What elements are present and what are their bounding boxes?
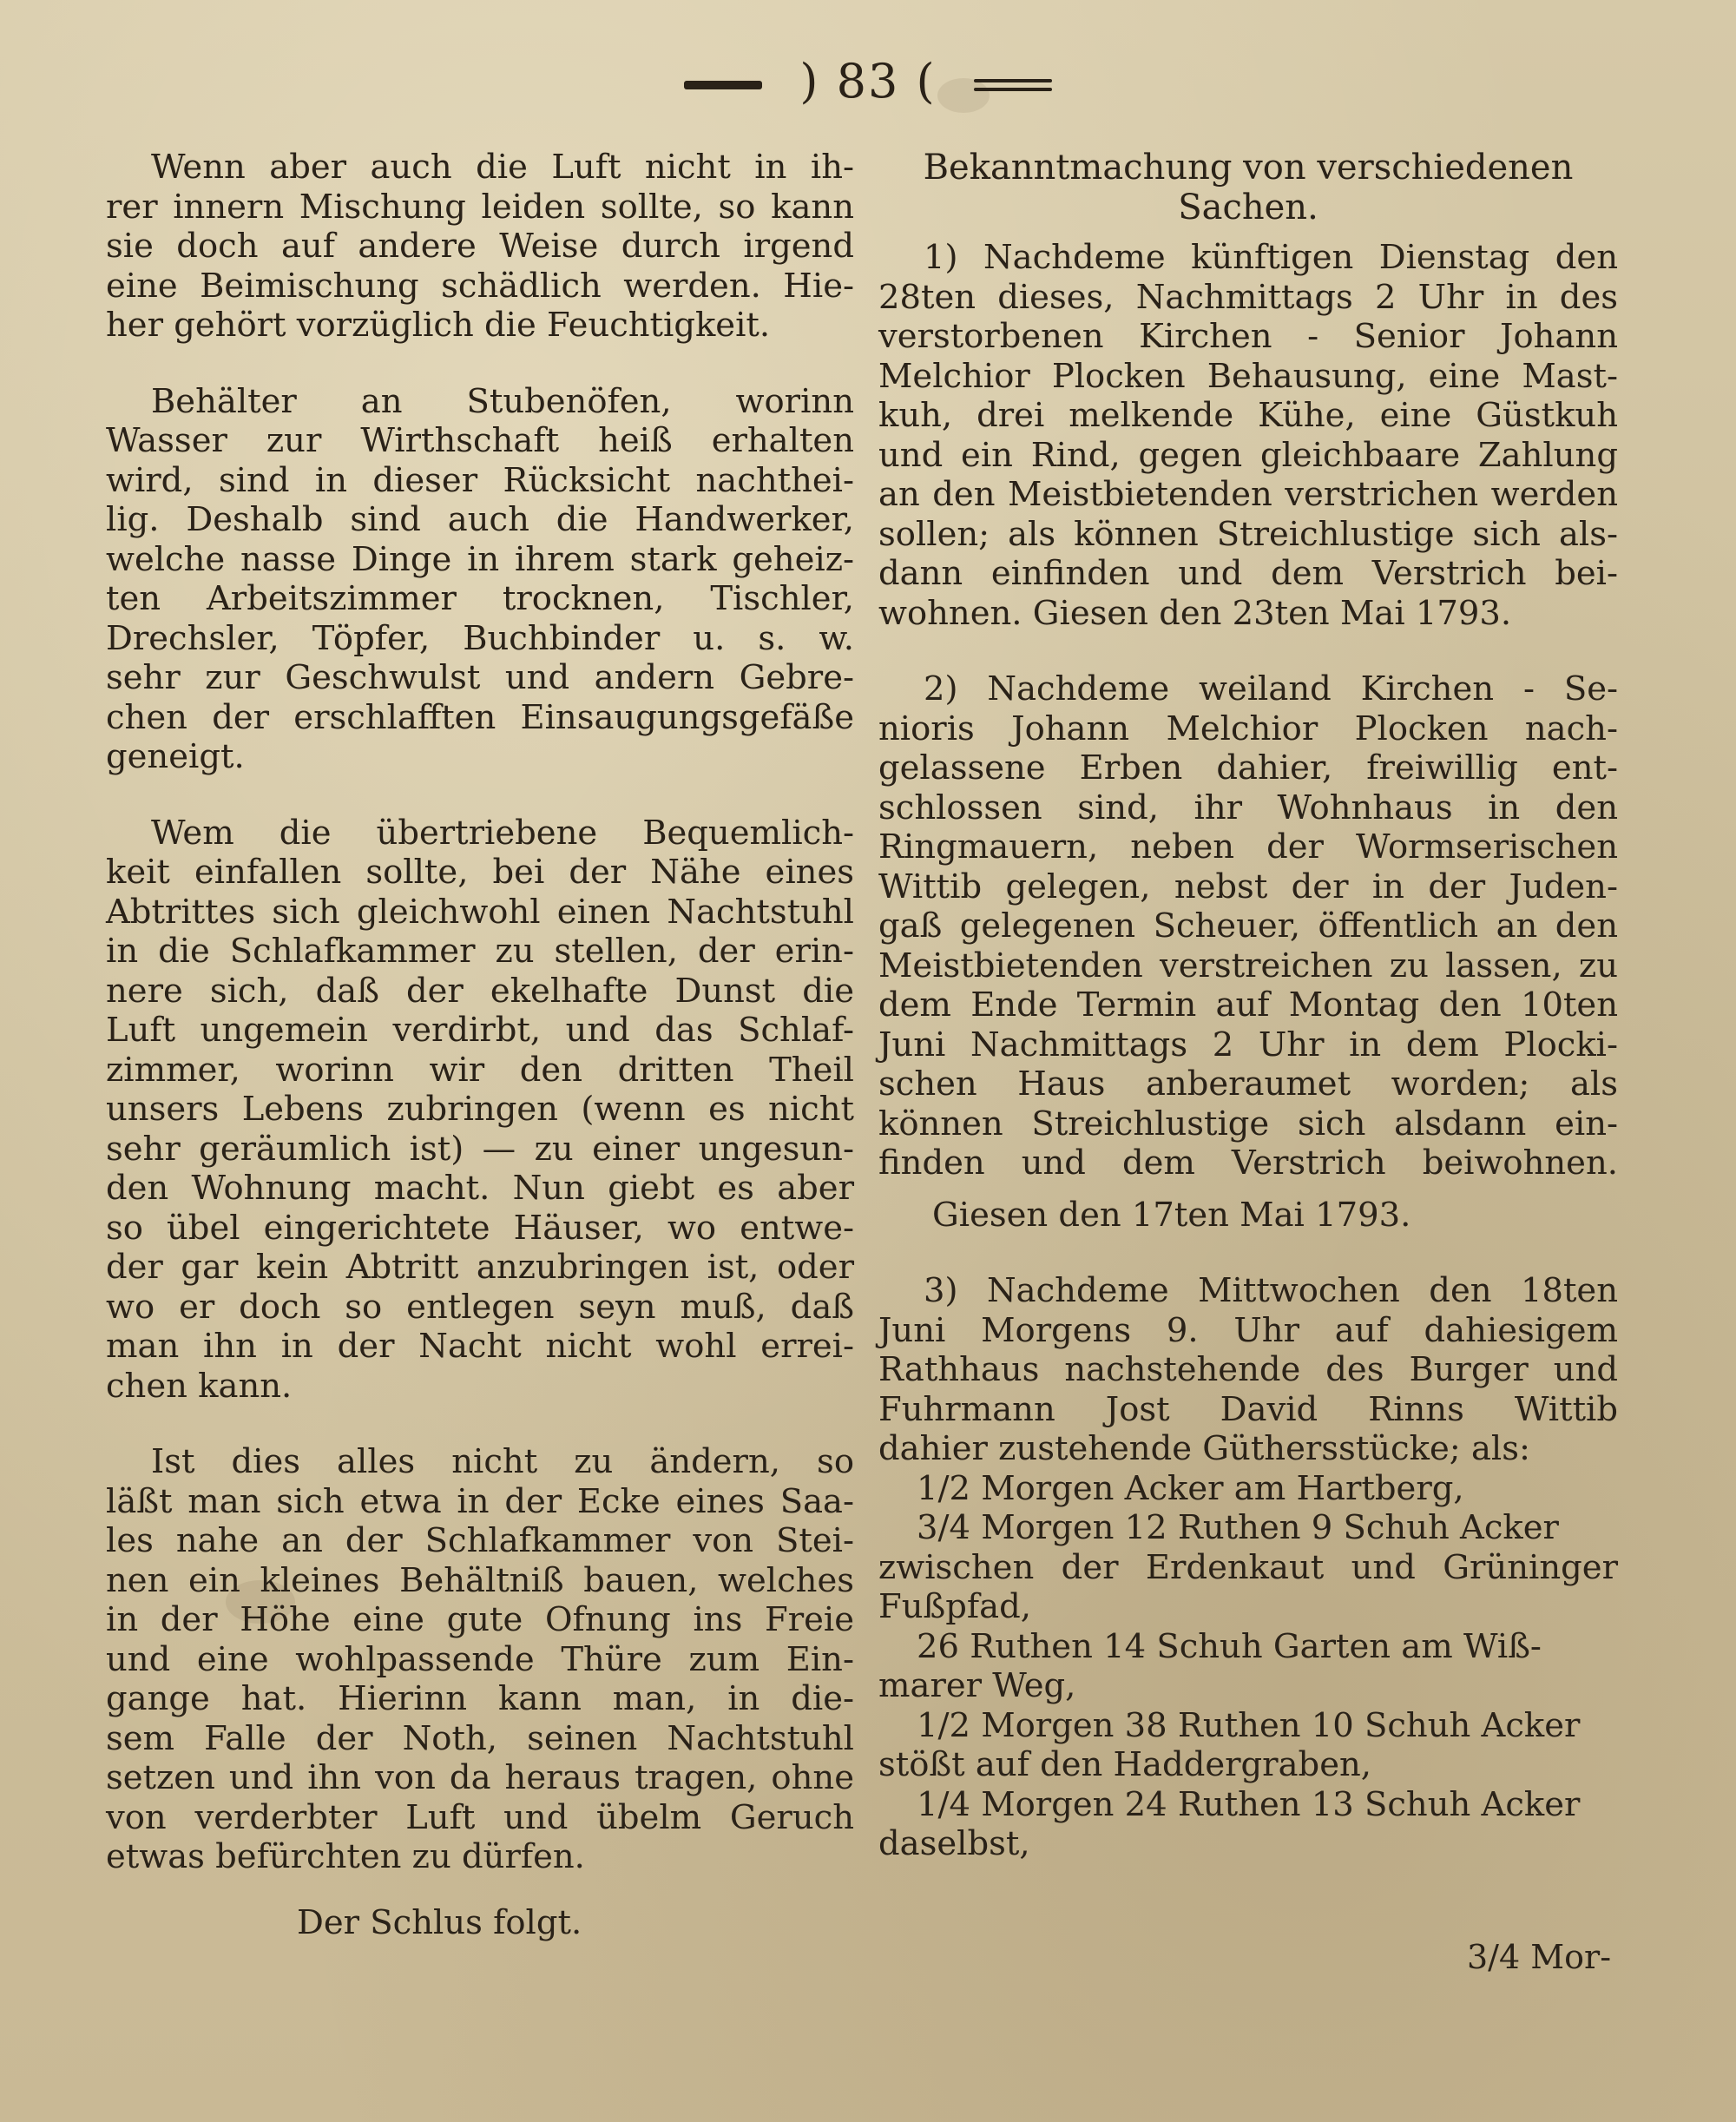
text-line: Rathhaus nachstehende des Burger und <box>878 1350 1618 1389</box>
text-line: nen ein kleines Behältniß bauen, welches <box>106 1560 854 1600</box>
text-line: welche nasse Dinge in ihrem stark geheiz- <box>106 539 854 579</box>
heading-line: Bekanntmachung von verschiedenen <box>923 148 1574 188</box>
text-line: Wasser zur Wirthschaft heiß erhalten <box>106 421 854 460</box>
text-line: wo er doch so entlegen seyn muß, daß <box>106 1287 854 1327</box>
text-line: so übel eingerichtete Häuser, wo entwe- <box>106 1208 854 1248</box>
property-item <box>878 1706 1618 1785</box>
text-line: 3) Nachdeme Mittwochen den 18ten <box>924 1271 1618 1310</box>
paragraph-nightstool <box>106 814 854 1407</box>
text-line: den Wohnung macht. Nun giebt es aber <box>106 1169 854 1208</box>
text-line: Melchior Plocken Behausung, eine Mast- <box>878 356 1618 396</box>
text-line: stößt auf den Haddergraben, <box>878 1745 1372 1784</box>
text-line: und eine wohlpassende Thüre zum Ein- <box>106 1639 854 1679</box>
text-line: keit einfallen sollte, bei der Nähe eines <box>106 853 854 892</box>
text-line: gelassene Erben dahier, freiwillig ent- <box>878 748 1618 788</box>
text-line: Fuhrmann Jost David Rinns Wittib <box>878 1389 1618 1429</box>
header-rule-right <box>974 79 1052 82</box>
text-line: ten Arbeitszimmer trocknen, Tischler, <box>106 579 854 618</box>
text-line: wird, sind in dieser Rücksicht nachthei- <box>106 460 854 500</box>
property-item <box>878 1469 1618 1509</box>
heading-line: Sachen. <box>1178 188 1318 227</box>
text-line: Wem die übertriebene Bequemlich- <box>151 813 854 853</box>
text-line: etwas befürchten zu dürfen. <box>106 1837 585 1876</box>
text-line: 1/2 Morgen 38 Ruthen 10 Schuh Acker <box>917 1705 1581 1745</box>
text-line: wohnen. Giesen den 23ten Mai 1793. <box>878 593 1512 633</box>
notice-3 <box>878 1271 1618 1864</box>
text-line: schlossen sind, ihr Wohnhaus in den <box>878 788 1618 827</box>
text-line: Wenn aber auch die Luft nicht in ih- <box>151 148 854 187</box>
text-line: von verderbter Luft und übelm Geruch <box>106 1797 854 1837</box>
text-line: rer innern Mischung leiden sollte, so kann <box>106 187 854 227</box>
property-item <box>878 1785 1618 1864</box>
text-line: finden und dem Verstrich beiwohnen. <box>878 1143 1618 1183</box>
text-line: unsers Lebens zubringen (wenn es nicht <box>106 1090 854 1129</box>
text-line: Luft ungemein verdirbt, und das Schlaf- <box>106 1011 854 1050</box>
text-line: verstorbenen Kirchen - Senior Johann <box>878 317 1618 356</box>
paragraph-stoves <box>106 382 854 777</box>
text-line: les nahe an der Schlafkammer von Stei- <box>106 1521 854 1560</box>
text-line: dahier zustehende Güthersstücke; als: <box>878 1429 1530 1468</box>
text-line: setzen und ihn von da heraus tragen, ohne <box>106 1758 854 1797</box>
text-line: läßt man sich etwa in der Ecke eines Saa- <box>106 1481 854 1521</box>
text-line: 1/4 Morgen 24 Ruthen 13 Schuh Acker <box>917 1784 1581 1824</box>
text-line: Ist dies alles nicht zu ändern, so <box>151 1442 854 1481</box>
page-number: ) 83 ( <box>799 54 937 109</box>
property-item <box>878 1627 1618 1706</box>
text-line: nere sich, daß der ekelhafte Dunst die <box>106 971 854 1011</box>
text-line: an den Meistbietenden verstrichen werden <box>878 475 1618 514</box>
text-line: sie doch auf andere Weise durch irgend <box>106 227 854 266</box>
paragraph-alternative <box>106 1442 854 1877</box>
page-header <box>0 54 1736 109</box>
text-line: Fußpfad, <box>878 1587 1031 1626</box>
text-line: 26 Ruthen 14 Schuh Garten am Wiß- <box>917 1626 1542 1666</box>
text-line: zwischen der Erdenkaut und Grüninger <box>878 1547 1618 1587</box>
text-line: 1) Nachdeme künftigen Dienstag den <box>924 238 1618 277</box>
text-line: gange hat. Hierinn kann man, in die- <box>106 1679 854 1718</box>
text-line: Drechsler, Töpfer, Buchbinder u. s. w. <box>106 618 854 658</box>
header-rule-left <box>684 81 762 89</box>
text-line: gaß gelegenen Scheuer, öffentlich an den <box>878 906 1618 946</box>
text-line: kuh, drei melkende Kühe, eine Güstkuh <box>878 396 1618 435</box>
text-line: sollen; als können Streichlustige sich als- <box>878 514 1618 554</box>
left-column <box>106 148 854 1942</box>
text-line: nioris Johann Melchior Plocken nach- <box>878 708 1618 748</box>
text-line: in der Höhe eine gute Ofnung ins Freie <box>106 1600 854 1639</box>
property-item <box>878 1508 1618 1627</box>
right-column <box>878 148 1618 1864</box>
text-line: der gar kein Abtritt anzubringen ist, oder <box>106 1248 854 1287</box>
text-line: in die Schlafkammer zu stellen, der erin- <box>106 932 854 971</box>
text-line: Juni Morgens 9. Uhr auf dahiesigem <box>878 1310 1618 1350</box>
text-line: dem Ende Termin auf Montag den 10ten <box>878 985 1618 1025</box>
paragraph-humidity <box>106 148 854 346</box>
text-line: man ihn in der Nacht nicht wohl errei- <box>106 1327 854 1366</box>
text-line: 2) Nachdeme weiland Kirchen - Se- <box>924 669 1618 708</box>
text-line: sehr geräumlich ist) — zu einer ungesun- <box>106 1129 854 1169</box>
text-line: sehr zur Geschwulst und andern Gebre- <box>106 658 854 697</box>
text-line: Abtrittes sich gleichwohl einen Nachtstuhl <box>106 892 854 932</box>
text-line: schen Haus anberaumet worden; als <box>878 1064 1618 1104</box>
text-line: eine Beimischung schädlich werden. Hie- <box>106 266 854 306</box>
text-line: lig. Deshalb sind auch die Handwerker, <box>106 500 854 539</box>
text-line: 1/2 Morgen Acker am Hartberg, <box>917 1468 1464 1508</box>
text-line: geneigt. <box>106 737 245 776</box>
notice-1 <box>878 238 1618 633</box>
text-line: zimmer, worinn wir den dritten Theil <box>106 1050 854 1090</box>
text-line: dann einfinden und dem Verstrich bei- <box>878 554 1618 593</box>
text-line: 3/4 Morgen 12 Ruthen 9 Schuh Acker <box>917 1508 1559 1547</box>
notice-2 <box>878 669 1618 1235</box>
text-line: Behälter an Stubenöfen, worinn <box>151 381 854 421</box>
text-line: Wittib gelegen, nebst der in der Juden- <box>878 867 1618 906</box>
catchword: 3/4 Mor- <box>1467 1938 1612 1976</box>
text-line: und ein Rind, gegen gleichbaare Zahlung <box>878 435 1618 475</box>
text-line: chen der erschlafften Einsaugungsgefäße <box>106 697 854 737</box>
text-line: 28ten dieses, Nachmittags 2 Uhr in des <box>878 277 1618 317</box>
text-line: her gehört vorzüglich die Feuchtigkeit. <box>106 306 771 345</box>
text-line: sem Falle der Noth, seinen Nachtstuhl <box>106 1718 854 1758</box>
text-line: chen kann. <box>106 1366 293 1406</box>
text-line: daselbst, <box>878 1824 1030 1863</box>
to-be-continued-note: Der Schlus folgt. <box>297 1902 582 1942</box>
section-heading <box>878 148 1618 227</box>
text-line: Juni Nachmittags 2 Uhr in dem Plocki- <box>878 1025 1618 1064</box>
text-line: marer Weg, <box>878 1666 1076 1705</box>
text-line: Ringmauern, neben der Wormserischen <box>878 827 1618 867</box>
text-line: Meistbietenden verstreichen zu lassen, zu <box>878 946 1618 985</box>
text-line: können Streichlustige sich alsdann ein- <box>878 1104 1618 1143</box>
notice-date-signature: Giesen den 17ten Mai 1793. <box>932 1195 1411 1235</box>
